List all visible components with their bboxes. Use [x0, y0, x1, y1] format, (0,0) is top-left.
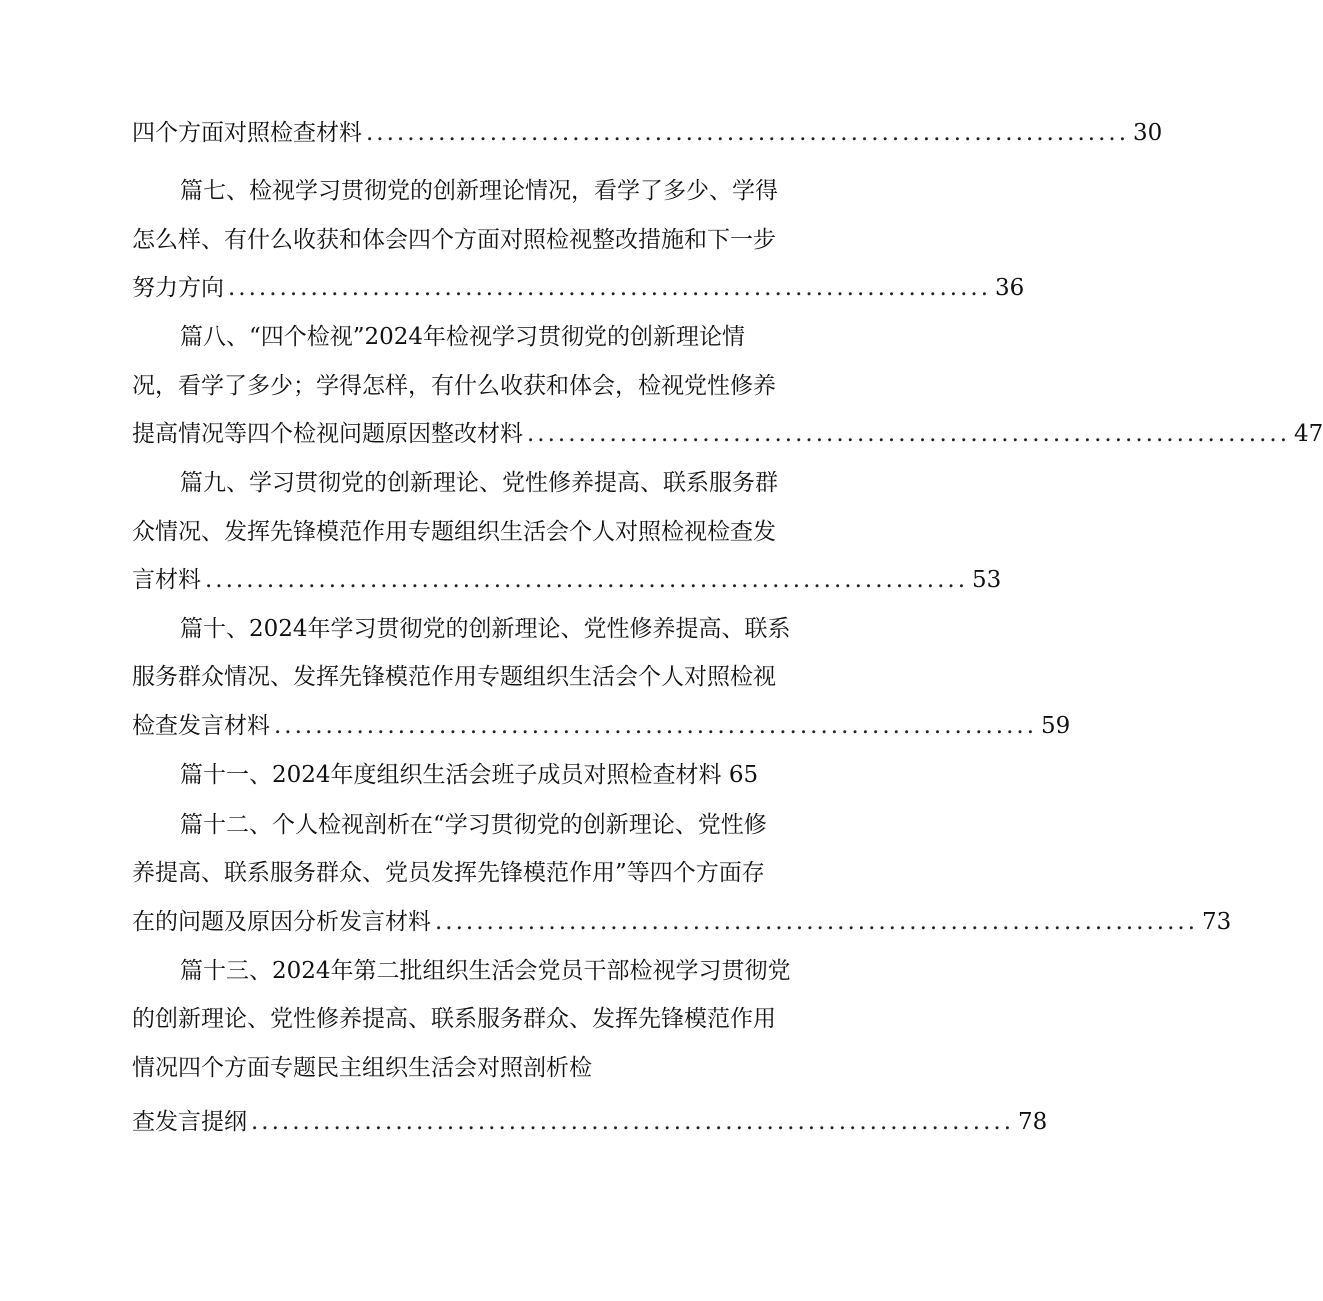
toc-page-number: 73 — [1202, 909, 1232, 935]
toc-entry-2-line-3[interactable] — [132, 410, 1323, 458]
toc-entry-text: 言材料 — [132, 567, 201, 593]
toc-entry-text: 四个方面对照检查材料 — [132, 120, 362, 146]
toc-entry-text: 努力方向 — [132, 275, 224, 301]
toc-entry-5-line-1[interactable]: 篇十一、2024年度组织生活会班子成员对照检查材料 65 — [180, 762, 759, 788]
toc-page-number: 53 — [972, 567, 1002, 593]
toc-entry-text: 查发言提纲 — [132, 1109, 247, 1135]
toc-entry-7-line-3[interactable]: 情况四个方面专题民主组织生活会对照剖析检 — [132, 1055, 592, 1081]
toc-page-number: 78 — [1018, 1109, 1048, 1135]
dot-leader: .......................................................................... — [435, 909, 1199, 935]
toc-entry-text: 提高情况等四个检视问题原因整改材料 — [132, 421, 523, 447]
toc-page-number: 59 — [1041, 713, 1071, 739]
toc-entry-0[interactable] — [132, 109, 1163, 157]
toc-page-number: 36 — [995, 275, 1025, 301]
toc-entry-3-line-2[interactable]: 众情况、发挥先锋模范作用专题组织生活会个人对照检视检查发 — [132, 519, 776, 545]
dot-leader: .......................................................................... — [228, 275, 992, 301]
toc-entry-7-line-4[interactable] — [132, 1098, 1048, 1146]
dot-leader: .......................................................................... — [251, 1109, 1015, 1135]
toc-entry-1-line-3[interactable] — [132, 264, 1025, 312]
toc-page-number: 47 — [1294, 421, 1323, 447]
toc-entry-6-line-2[interactable]: 养提高、联系服务群众、党员发挥先锋模范作用”等四个方面存 — [132, 860, 765, 886]
dot-leader: .......................................................................... — [205, 567, 969, 593]
dot-leader: .......................................................................... — [527, 421, 1291, 447]
toc-entry-2-line-1[interactable]: 篇八、“四个检视”2024年检视学习贯彻党的创新理论情 — [180, 324, 746, 350]
toc-entry-7-line-2[interactable]: 的创新理论、党性修养提高、联系服务群众、发挥先锋模范作用 — [132, 1006, 776, 1032]
toc-entry-1-line-1[interactable]: 篇七、检视学习贯彻党的创新理论情况，看学了多少、学得 — [180, 178, 778, 204]
toc-entry-7-line-1[interactable]: 篇十三、2024年第二批组织生活会党员干部检视学习贯彻党 — [180, 958, 791, 984]
toc-entry-4-line-3[interactable] — [132, 702, 1071, 750]
toc-entry-3-line-3[interactable] — [132, 556, 1002, 604]
dot-leader: .......................................................................... — [366, 120, 1130, 146]
toc-entry-text: 在的问题及原因分析发言材料 — [132, 909, 431, 935]
toc-entry-6-line-1[interactable]: 篇十二、个人检视剖析在“学习贯彻党的创新理论、党性修 — [180, 812, 767, 838]
toc-entry-4-line-2[interactable]: 服务群众情况、发挥先锋模范作用专题组织生活会个人对照检视 — [132, 664, 776, 690]
dot-leader: .......................................................................... — [274, 713, 1038, 739]
toc-entry-3-line-1[interactable]: 篇九、学习贯彻党的创新理论、党性修养提高、联系服务群 — [180, 470, 778, 496]
toc-entry-2-line-2[interactable]: 况，看学了多少；学得怎样，有什么收获和体会，检视党性修养 — [132, 373, 776, 399]
toc-entry-4-line-1[interactable]: 篇十、2024年学习贯彻党的创新理论、党性修养提高、联系 — [180, 616, 791, 642]
toc-entry-6-line-3[interactable] — [132, 898, 1232, 946]
toc-entry-1-line-2[interactable]: 怎么样、有什么收获和体会四个方面对照检视整改措施和下一步 — [132, 227, 776, 253]
toc-entry-text: 检查发言材料 — [132, 713, 270, 739]
toc-page-number: 30 — [1133, 120, 1163, 146]
